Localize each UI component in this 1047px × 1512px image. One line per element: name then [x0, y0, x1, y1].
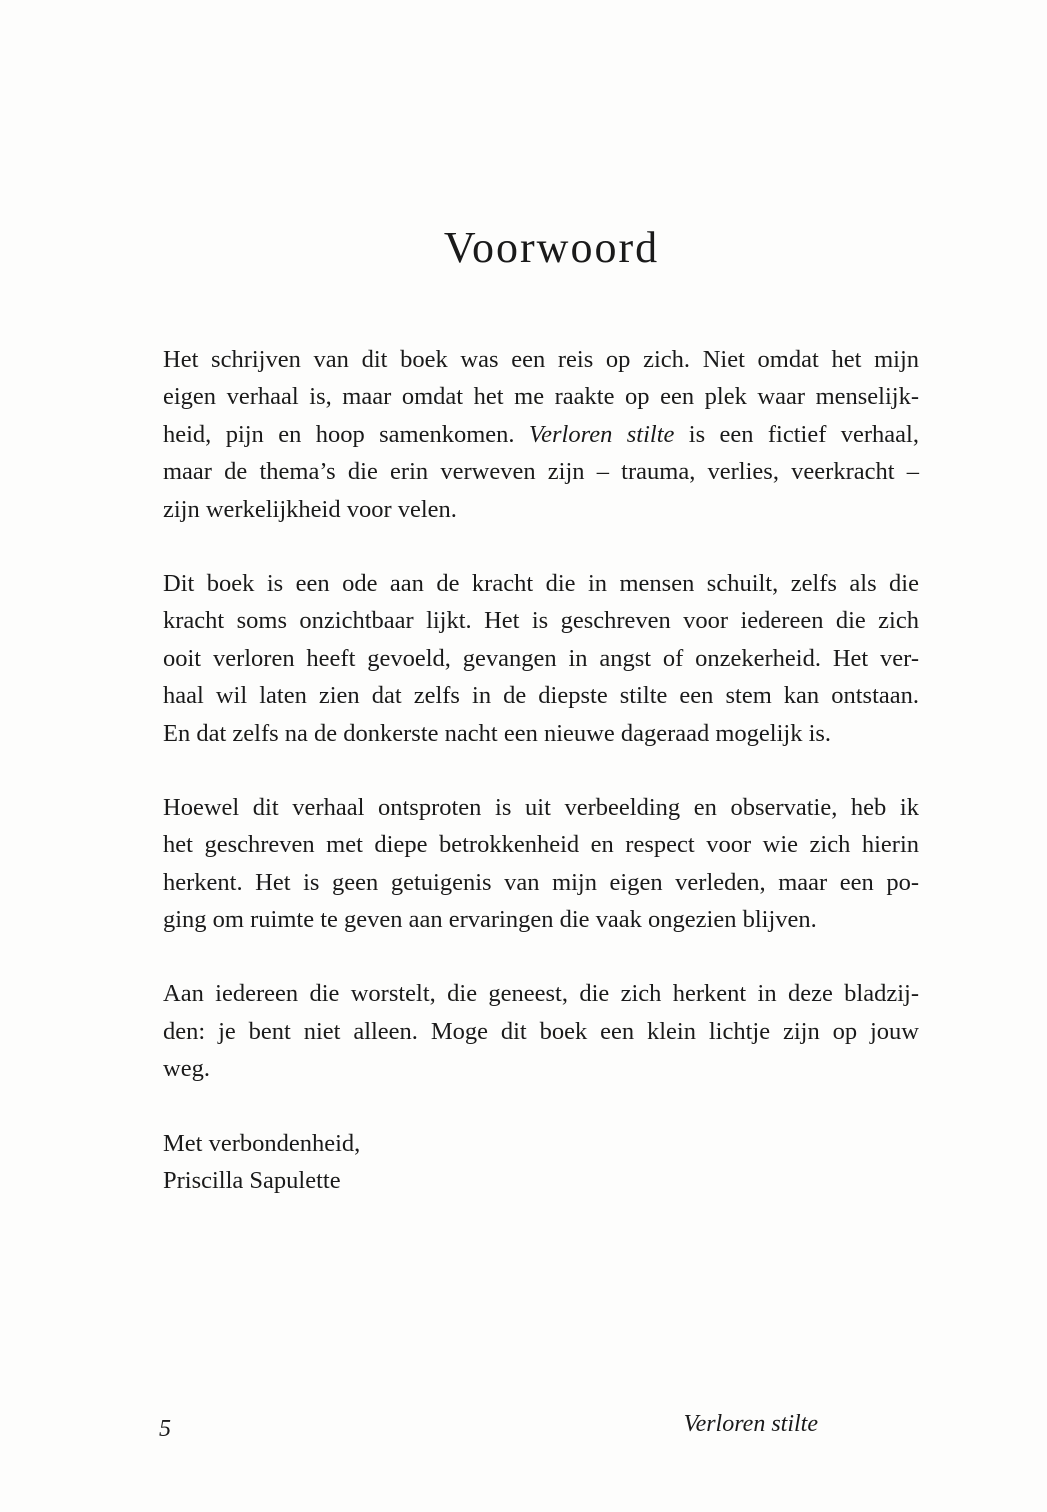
paragraph-4 — [163, 975, 919, 1087]
text-line: haal wil laten zien dat zelfs in de diepste stilte een stem kan ontstaan. — [163, 682, 919, 710]
text-line: het geschreven met diepe betrokkenheid en respect voor wie zich hierin — [163, 831, 919, 859]
chapter-title: Voorwoord — [443, 223, 660, 272]
text-line: ging om ruimte te geven aan ervaringen die vaak ongezien blijven. — [163, 906, 817, 934]
paragraph-2 — [163, 565, 919, 752]
text-line: En dat zelfs na de donkerste nacht een nieuwe dageraad mogelijk is. — [163, 719, 832, 747]
text-line: Hoewel dit verhaal ontsproten is uit verbeelding en observatie, heb ik — [163, 793, 919, 821]
text-segment: heid, pijn en hoop samenkomen. — [163, 420, 529, 448]
author-name: Priscilla Sapulette — [163, 1167, 341, 1195]
text-line: herkent. Het is geen getuigenis van mijn eigen verleden, maar een po- — [163, 868, 919, 896]
text-line: eigen verhaal is, maar omdat het me raakte op een plek waar menselijk- — [163, 383, 919, 411]
text-line: den: je bent niet alleen. Moge dit boek een klein lichtje zijn op jouw — [163, 1017, 919, 1045]
text-line: ooit verloren heeft gevoeld, gevangen in angst of onzekerheid. Het ver- — [163, 644, 919, 672]
text-segment: is een fictief verhaal, — [674, 420, 919, 448]
foreword-body — [163, 341, 919, 1199]
text-line: weg. — [163, 1055, 210, 1083]
signoff — [163, 1125, 919, 1200]
text-line: Aan iedereen die worstelt, die geneest, die zich herkent in deze bladzij- — [163, 980, 919, 1008]
paragraph-1 — [163, 341, 919, 528]
text-line: kracht soms onzichtbaar lijkt. Het is geschreven voor iedereen die zich — [163, 607, 919, 635]
running-footer-title: Verloren stilte — [683, 1411, 818, 1437]
text-line — [163, 416, 919, 453]
paragraph-3 — [163, 789, 919, 939]
page-number: 5 — [159, 1416, 171, 1442]
text-line: Dit boek is een ode aan de kracht die in mensen schuilt, zelfs als die — [163, 569, 919, 597]
text-line: maar de thema’s die erin verweven zijn – trauma, verlies, veerkracht – — [163, 458, 919, 486]
closing-line: Met verbondenheid, — [163, 1129, 361, 1157]
text-line: zijn werkelijkheid voor velen. — [163, 495, 457, 523]
book-title-italic: Verloren stilte — [528, 420, 675, 448]
text-line: Het schrijven van dit boek was een reis op zich. Niet omdat het mijn — [163, 346, 919, 373]
